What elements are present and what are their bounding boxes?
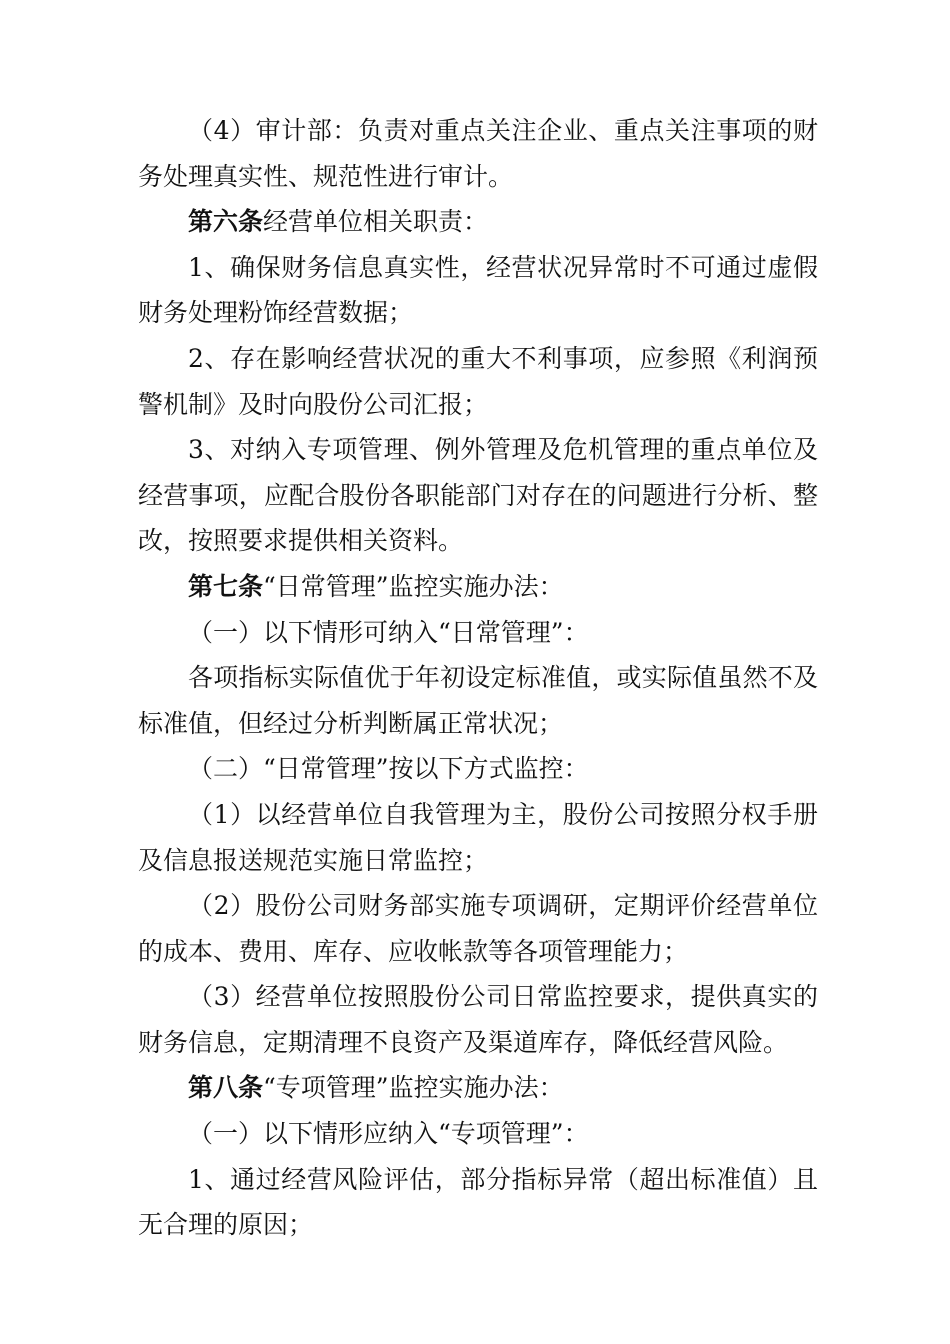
document-page [138, 108, 818, 1248]
article-6-heading: 第六条经营单位相关职责： [188, 207, 489, 237]
article-7-heading: 第七条“日常管理”监控实施办法： [188, 571, 564, 601]
article-number: 第六条 [188, 207, 264, 237]
paragraph-section-1b: （一）以下情形应纳入“专项管理”： [188, 1119, 589, 1149]
paragraph-section-1: （一）以下情形可纳入“日常管理”： [188, 617, 589, 647]
paragraph-section-2: （二）“日常管理”按以下方式监控： [188, 754, 589, 784]
paragraph-monitor-2: （2）股份公司财务部实施专项调研，定期评价经营单位的成本、费用、库存、应收帐款等各项管理能力； [138, 891, 818, 966]
paragraph-monitor-1: （1）以经营单位自我管理为主，股份公司按照分权手册及信息报送规范实施日常监控； [138, 799, 818, 875]
article-number: 第八条 [188, 1073, 264, 1103]
article-number: 第七条 [188, 571, 264, 601]
paragraph-risk-item-1: 1、通过经营风险评估，部分指标异常（超出标准值）且无合理的原因； [138, 1164, 818, 1240]
paragraph-item-2: 2、存在影响经营状况的重大不利事项，应参照《利润预警机制》及时向股份公司汇报； [138, 343, 818, 419]
paragraph-monitor-3: （3）经营单位按照股份公司日常监控要求，提供真实的财务信息，定期清理不良资产及渠道库存，降低经营风险。 [138, 982, 818, 1057]
article-8-heading: 第八条“专项管理”监控实施办法： [188, 1073, 564, 1103]
paragraph-item-3: 3、对纳入专项管理、例外管理及危机管理的重点单位及经营事项，应配合股份各职能部门对存在的问题进行分析、整改，按照要求提供相关资料。 [138, 435, 818, 556]
paragraph-audit-dept: （4）审计部：负责对重点关注企业、重点关注事项的财务处理真实性、规范性进行审计。 [138, 116, 818, 191]
paragraph-criteria: 各项指标实际值优于年初设定标准值，或实际值虽然不及标准值，但经过分析判断属正常状况； [138, 663, 818, 738]
paragraph-item-1: 1、确保财务信息真实性，经营状况异常时不可通过虚假财务处理粉饰经营数据； [138, 252, 818, 328]
